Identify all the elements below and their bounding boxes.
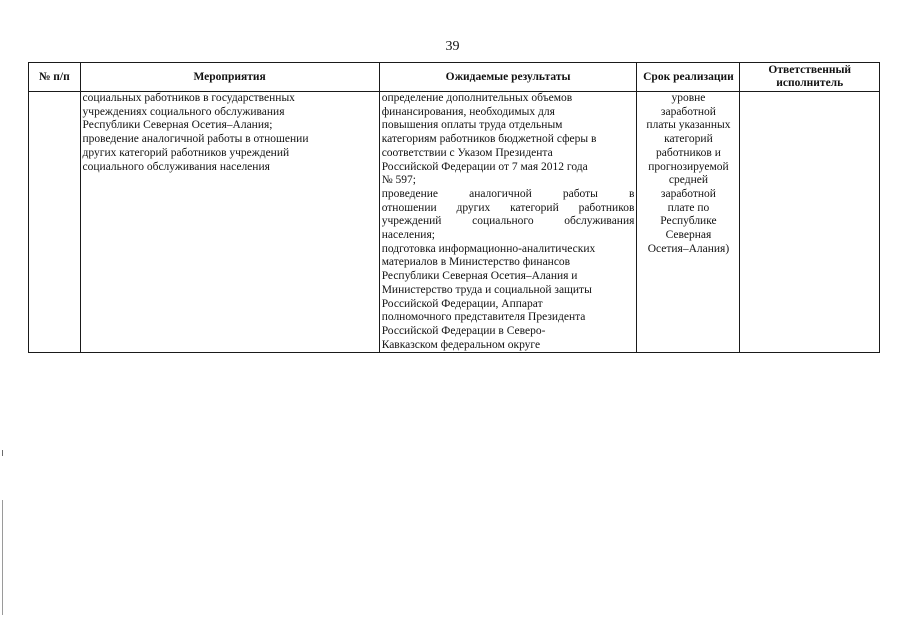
results-line: материалов в Министерство финансов xyxy=(381,256,571,269)
results-line: категориям работников бюджетной сферы в xyxy=(381,133,597,146)
term-line: заработной xyxy=(660,105,716,118)
header-term: Срок реализации xyxy=(637,63,740,92)
term-line: прогнозируемой xyxy=(648,160,729,173)
activities-line: Республики Северная Осетия–Алания; xyxy=(82,119,273,132)
results-line: Российской Федерации в Северо- xyxy=(381,324,546,337)
results-line: подготовка информационно-аналитических xyxy=(381,242,596,255)
term-line: уровне xyxy=(671,92,706,104)
cell-responsible xyxy=(740,92,880,353)
header-num: № п/п xyxy=(29,63,81,92)
results-line: полномочного представителя Президента xyxy=(381,311,586,324)
scan-margin-line xyxy=(2,500,3,615)
activities-line: проведение аналогичной работы в отношении xyxy=(82,133,309,146)
header-expected-results: Ожидаемые результаты xyxy=(379,63,637,92)
results-line: Республики Северная Осетия–Алания и xyxy=(381,270,578,283)
results-line: Кавказском федеральном округе xyxy=(381,338,541,351)
activities-line: социального обслуживания населения xyxy=(82,160,270,173)
activities-line: других категорий работников учреждений xyxy=(82,146,290,159)
table-header-row xyxy=(29,63,880,92)
results-line: соответствии с Указом Президента xyxy=(381,146,553,159)
term-line: Осетия–Алания) xyxy=(647,242,730,255)
results-line: Российской Федерации, Аппарат xyxy=(381,297,543,310)
results-text xyxy=(382,92,635,352)
term-line: платы указанных xyxy=(646,119,731,132)
results-line: населения; xyxy=(381,229,435,242)
results-line: финансирования, необходимых для xyxy=(381,105,555,118)
activities-line: учреждениях социального обслуживания xyxy=(82,105,285,118)
cell-term xyxy=(637,92,740,353)
results-line: отношении других категорий работников xyxy=(381,201,635,214)
results-line: повышения оплаты труда отдельным xyxy=(381,119,563,132)
cell-activities xyxy=(80,92,379,353)
header-activities: Мероприятия xyxy=(80,63,379,92)
term-line: Республике xyxy=(660,215,717,228)
header-responsible: Ответственный исполнитель xyxy=(740,63,880,92)
term-line: средней xyxy=(668,174,708,187)
table-row xyxy=(29,92,880,353)
term-line: Северная xyxy=(665,229,712,242)
term-line: категорий xyxy=(664,133,713,146)
results-line: определение дополнительных объемов xyxy=(381,92,573,104)
results-line: учреждений социального обслуживания xyxy=(381,215,635,228)
term-line: работников и xyxy=(656,146,721,159)
plan-table xyxy=(28,62,880,353)
results-line: Российской Федерации от 7 мая 2012 года xyxy=(381,160,588,173)
cell-expected-results xyxy=(379,92,637,353)
scan-margin-mark xyxy=(2,450,3,456)
results-line: проведение аналогичной работы в xyxy=(381,187,635,200)
cell-num xyxy=(29,92,81,353)
term-line: плате по xyxy=(667,201,710,214)
activities-text xyxy=(83,92,377,174)
results-line: № 597; xyxy=(381,174,416,187)
activities-line: социальных работников в государственных xyxy=(82,92,295,104)
results-line: Министерство труда и социальной защиты xyxy=(381,283,592,296)
term-text xyxy=(639,92,737,256)
term-line: заработной xyxy=(660,187,716,200)
page-number: 39 xyxy=(445,39,460,54)
